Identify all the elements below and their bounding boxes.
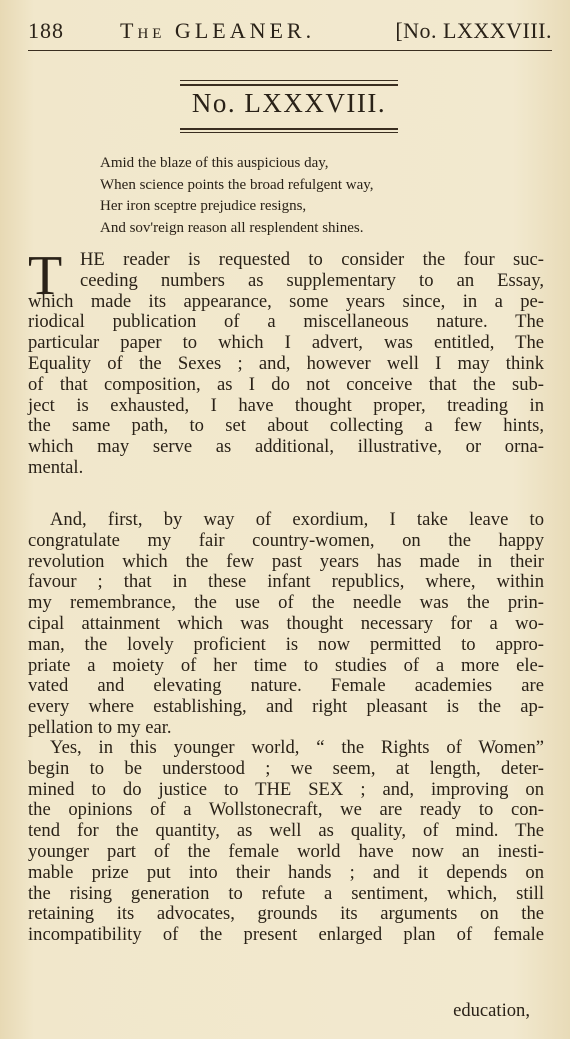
issue-heading: No. LXXXVIII. [191,88,387,118]
text-line: Equality of the Sexes ; and, however well I may think [28,352,544,374]
heading-rule-top [180,80,398,81]
text-line: revolution which the few past years has made in their [28,550,544,572]
text-line: priate a moiety of her time to studies of a more ele- [28,654,544,676]
paragraph-1 [28,245,544,479]
text-line: of that composition, as I do not conceive that the sub- [28,373,544,395]
text-line: pellation to my ear. [28,716,172,738]
text-line: retaining its advocates, grounds its arguments on the [28,903,544,925]
heading-rule-top-thick [180,84,398,86]
text-line: ceeding numbers as supplementary to an Essay, [80,269,544,291]
text-line: mined to do justice to THE SEX ; and, improving on [28,778,544,800]
text-line: riodical publication of a miscellaneous nature. The [28,311,544,333]
text-line: younger part of the female world have now an inesti- [28,840,544,862]
journal-title: The GLEANER. [120,18,316,43]
text-line: HE reader is requested to consider the four suc- [80,249,544,270]
text-line: cipal attainment which was thought necessary for a wo- [28,612,544,634]
header-rule [28,50,552,51]
text-line: And, first, by way of exordium, I take leave to [50,509,544,530]
paragraph-2 [28,510,544,739]
paragraph-3 [28,738,544,946]
text-line: mable prize put into their hands ; and it depends on [28,861,544,883]
epigraph-line: When science points the broad refulgent way, [100,176,374,193]
heading-rule-bottom-thick [180,128,398,130]
text-line: particular paper to which I advert, was entitled, The [28,332,544,354]
text-line: which made its appearance, some years since, in a pe- [28,290,544,312]
text-line: the rising generation to refute a sentiment, which, still [28,882,544,904]
text-line: vated and elevating nature. Female academies are [28,675,544,697]
text-line: ject is exhausted, I have thought proper, treading in [28,394,544,416]
heading-rule-bottom [180,132,398,133]
text-line: favour ; that in these infant republics, where, within [28,571,544,593]
issue-number: [No. LXXXVIII. [395,18,552,43]
page-number: 188 [28,18,64,43]
text-line: begin to be understood ; we seem, at length, deter- [28,757,544,779]
text-line: my remembrance, the use of the needle was the prin- [28,592,544,614]
text-line: tend for the quantity, as well as quality, of mind. The [28,820,544,842]
text-line: the opinions of a Wollstonecraft, we are ready to con- [28,799,544,821]
epigraph-line: Her iron sceptre prejudice resigns, [100,198,307,214]
drop-cap: T [28,245,63,307]
text-line: incompatibility of the present enlarged plan of female [28,924,544,946]
text-line: congratulate my fair country-women, on the happy [28,529,544,551]
text-line: the same path, to set about collecting a few hints, [28,415,544,437]
catchword: education, [453,1000,530,1021]
text-line: which may serve as additional, illustrative, or orna- [28,436,544,458]
epigraph-line: And sov'reign reason all resplendent shines. [100,219,364,236]
text-line: man, the lovely proficient is now permitted to appro- [28,633,544,655]
text-line: mental. [28,456,84,478]
text-line: Yes, in this younger world, “ the Rights of Women” [50,737,544,758]
text-line: every where establishing, and right pleasant is the ap- [28,696,544,718]
epigraph [100,153,500,239]
epigraph-line: Amid the blaze of this auspicious day, [100,155,329,171]
running-head [28,14,552,50]
